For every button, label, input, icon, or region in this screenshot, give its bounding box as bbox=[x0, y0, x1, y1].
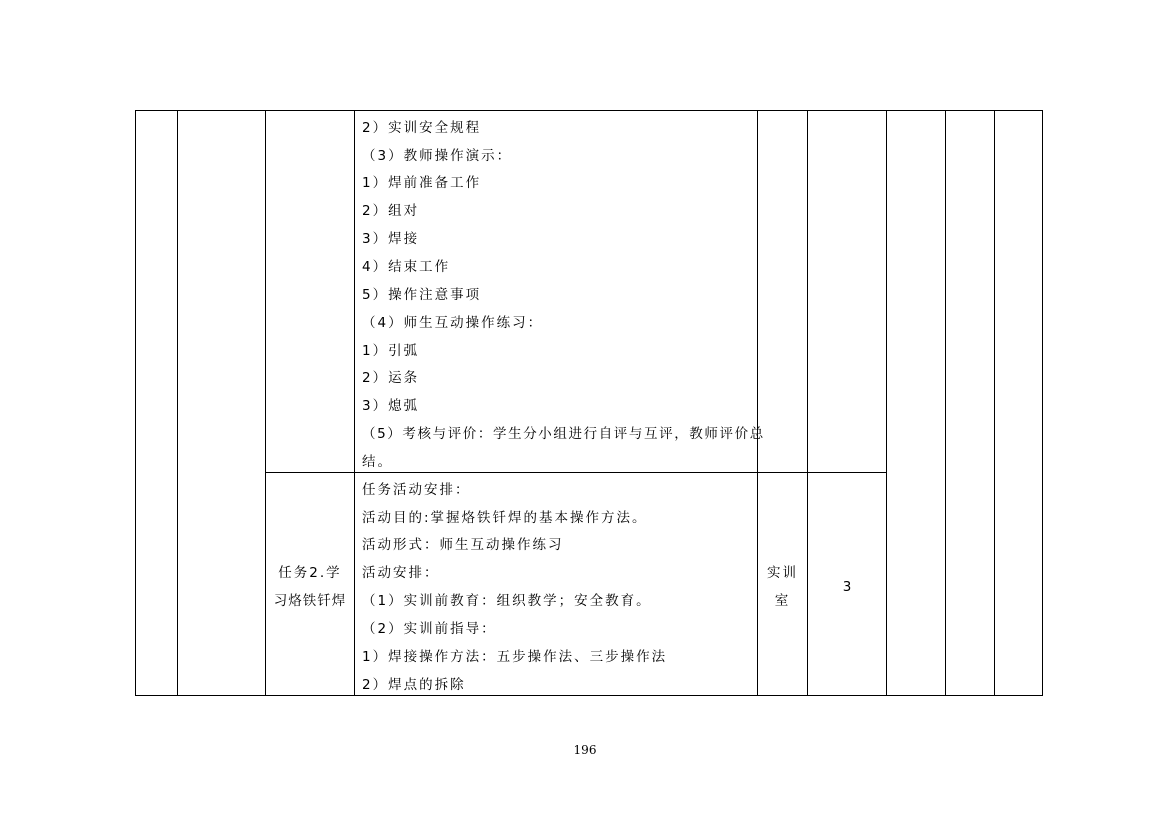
col-border bbox=[994, 110, 995, 696]
hours-cell: 3 bbox=[842, 579, 852, 595]
location-line: 实训 bbox=[767, 565, 798, 581]
content-line: 3）熄弧 bbox=[362, 398, 420, 414]
content-line: 4）结束工作 bbox=[362, 259, 451, 275]
content-line: （5）考核与评价：学生分小组进行自评与互评，教师评价总 bbox=[362, 426, 765, 442]
task-name-cell bbox=[266, 559, 354, 615]
content-line: 活动形式：师生互动操作练习 bbox=[362, 537, 564, 553]
col-border bbox=[886, 110, 887, 696]
content-line: （3）教师操作演示： bbox=[362, 148, 513, 164]
col-border bbox=[807, 110, 808, 696]
content-line: 5）操作注意事项 bbox=[362, 287, 482, 303]
content-line: 1）焊接操作方法：五步操作法、三步操作法 bbox=[362, 649, 668, 665]
row-divider bbox=[265, 472, 887, 473]
location-line: 室 bbox=[774, 593, 791, 609]
location-cell bbox=[758, 559, 807, 615]
col-border bbox=[177, 110, 178, 696]
col-border bbox=[135, 110, 136, 696]
content-line: 任务活动安排： bbox=[362, 482, 471, 498]
content-line: 3）焊接 bbox=[362, 231, 420, 247]
task-name-line: 习烙铁钎焊 bbox=[273, 593, 347, 609]
content-line: 1）焊前准备工作 bbox=[362, 175, 482, 191]
content-line: 2）实训安全规程 bbox=[362, 120, 482, 136]
content-line: 2）运条 bbox=[362, 370, 420, 386]
col-border bbox=[945, 110, 946, 696]
content-line: 2）焊点的拆除 bbox=[362, 677, 466, 693]
table-bottom-border bbox=[135, 695, 1043, 696]
task-name-line: 任务2.学 bbox=[278, 565, 342, 581]
content-line: 活动目的:掌握烙铁钎焊的基本操作方法。 bbox=[362, 510, 648, 526]
page-number: 196 bbox=[573, 743, 597, 757]
content-line: 2）组对 bbox=[362, 203, 420, 219]
content-line: 1）引弧 bbox=[362, 343, 420, 359]
col-border bbox=[354, 110, 355, 696]
content-line: 结。 bbox=[362, 454, 393, 470]
content-line: （1）实训前教育：组织教学；安全教育。 bbox=[362, 593, 652, 609]
table-top-border bbox=[135, 110, 1043, 111]
content-line: （4）师生互动操作练习： bbox=[362, 315, 544, 331]
col-border bbox=[1042, 110, 1043, 696]
content-line: 活动安排： bbox=[362, 565, 440, 581]
content-line: （2）实训前指导： bbox=[362, 621, 497, 637]
